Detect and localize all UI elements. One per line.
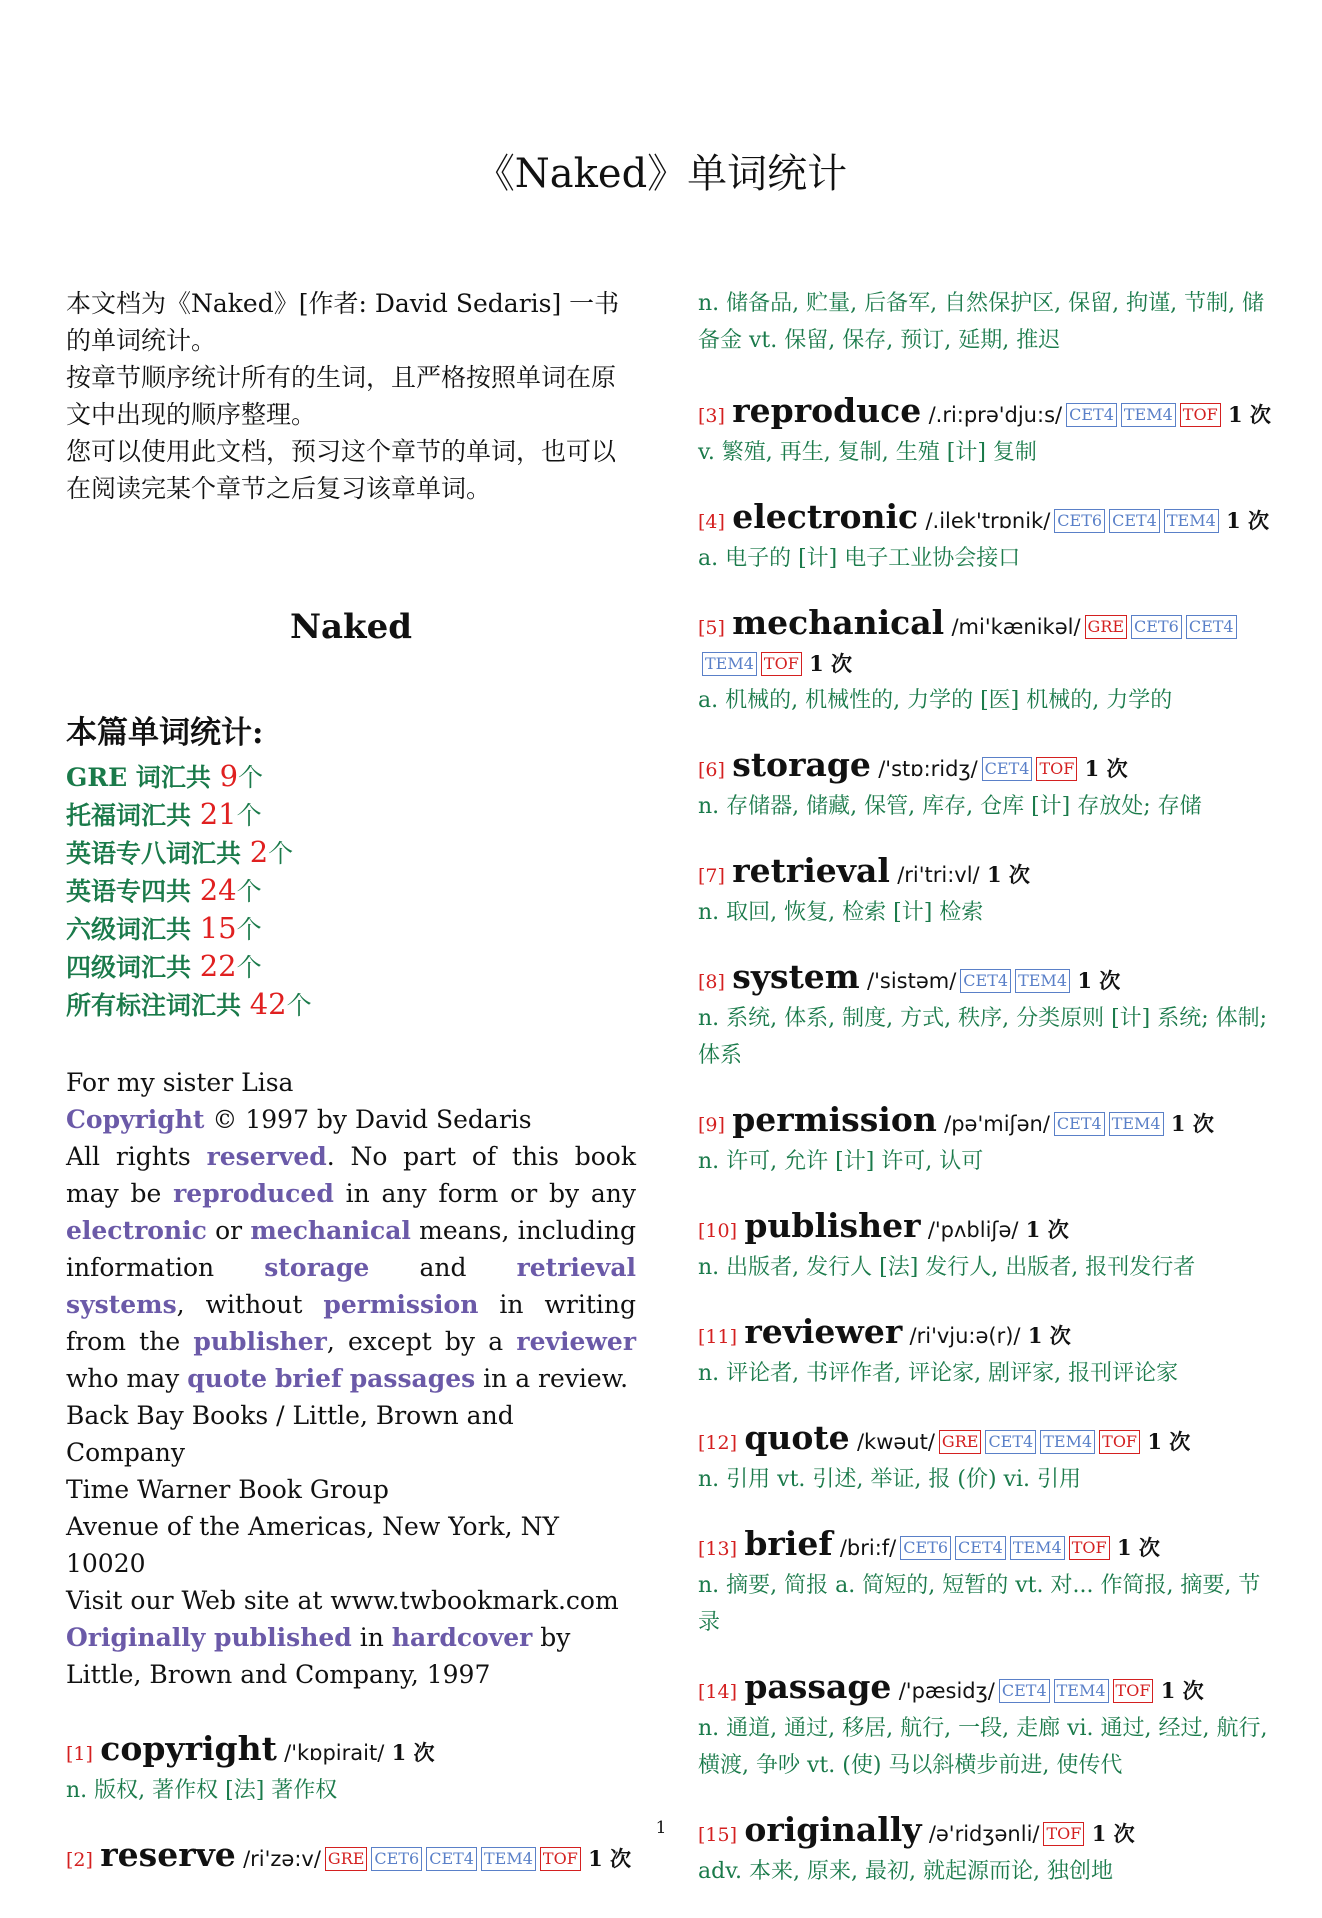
entry-phonetic: /'kɒpirait/ — [284, 1741, 385, 1765]
stat-count: 9 — [219, 759, 239, 793]
stat-label: 四级词汇共 — [66, 953, 200, 982]
entry-head — [698, 1526, 1273, 1567]
entry-count: 1 次 — [1147, 1429, 1191, 1454]
entry-phonetic: /mi'kænikəl/ — [951, 615, 1081, 639]
vocab-entry — [698, 393, 1273, 471]
vocab-entry — [698, 499, 1273, 577]
stat-label: 英语专八词汇共 — [66, 839, 250, 868]
entry-definition: n. 系统, 体系, 制度, 方式, 秩序, 分类原则 [计] 系统; 体制; 体系 — [698, 1006, 1268, 1068]
stat-unit: 个 — [286, 991, 312, 1020]
entry-definition: n. 引用 vt. 引述, 举证, 报 (价) vi. 引用 — [698, 1467, 1081, 1492]
entry-word: publisher — [744, 1206, 921, 1245]
exam-tag: CET4 — [999, 1679, 1050, 1703]
website-line: Visit our Web site at www.twbookmark.com — [66, 1586, 619, 1615]
rights-paragraph — [66, 1138, 636, 1397]
stat-unit: 个 — [236, 877, 262, 906]
entry-word: reserve — [100, 1835, 236, 1874]
entry-phonetic: /'pæsidʒ/ — [898, 1679, 995, 1703]
entry-count: 1 次 — [1160, 1678, 1204, 1703]
vocab-entry — [698, 747, 1273, 825]
intro-line: 按章节顺序统计所有的生词，且严格按照单词在原文中出现的顺序整理。 — [66, 363, 617, 429]
vocab-entry — [698, 959, 1273, 1074]
exam-tag: TEM4 — [1040, 1430, 1095, 1454]
exam-tag: CET4 — [1186, 615, 1237, 639]
entry-phonetic: /kwəut/ — [856, 1430, 935, 1454]
entry-word: electronic — [732, 497, 919, 536]
entry-phonetic: /.ilek'trɒnik/ — [925, 509, 1051, 533]
exam-tag: CET4 — [960, 969, 1011, 993]
entry-count: 1 次 — [986, 862, 1030, 887]
vocab-entries-right — [698, 393, 1273, 1890]
entry-phonetic: /'pʌbliʃə/ — [927, 1218, 1019, 1242]
vocab-entry — [66, 1731, 636, 1809]
entry-count: 1 次 — [1091, 1821, 1135, 1846]
entry-head — [66, 1731, 636, 1772]
exam-tag: CET4 — [1054, 1112, 1105, 1136]
stat-line-cet4 — [66, 948, 636, 986]
exam-tag: TEM4 — [1121, 403, 1176, 427]
entry-word: passage — [744, 1667, 892, 1706]
stat-line-gre — [66, 758, 636, 796]
stat-label: GRE 词汇共 — [66, 763, 220, 792]
entry-word: system — [732, 957, 860, 996]
text-span: in — [351, 1623, 392, 1652]
text-span: or — [206, 1216, 251, 1245]
exam-tag: TOF — [1043, 1822, 1084, 1846]
entry-index: [8] — [698, 971, 725, 993]
left-column — [66, 285, 636, 1878]
exam-tag: TOF — [1180, 403, 1221, 427]
entry-head — [698, 853, 1273, 894]
entry-index: [15] — [698, 1824, 738, 1846]
entry-head — [698, 393, 1273, 434]
entry-phonetic: /ri'zə:v/ — [243, 1847, 321, 1871]
highlighted-word: reviewer — [516, 1327, 637, 1356]
stat-count: 42 — [249, 987, 287, 1021]
document-title: 《Naked》单词统计 — [474, 151, 848, 197]
vocab-entry — [698, 605, 1273, 719]
vocab-entry — [698, 1208, 1273, 1286]
entry-definition: n. 取回, 恢复, 检索 [计] 检索 — [698, 900, 984, 925]
highlighted-word: passages — [349, 1364, 476, 1393]
highlighted-word: reproduced — [173, 1179, 334, 1208]
entry-phonetic: /'sistəm/ — [867, 969, 957, 993]
stat-count: 24 — [199, 873, 237, 907]
intro-line: 您可以使用此文档，预习这个章节的单词，也可以在阅读完某个章节之后复习该章单词。 — [66, 437, 617, 503]
entry-count: 1 次 — [809, 651, 853, 676]
entry-definition: n. 评论者, 书评作者, 评论家, 剧评家, 报刊评论家 — [698, 1361, 1179, 1386]
exam-tag: TOF — [1036, 757, 1077, 781]
entry-head — [698, 1208, 1273, 1249]
stat-unit: 个 — [236, 953, 262, 982]
entry-index: [2] — [66, 1849, 93, 1871]
entry-word: mechanical — [732, 603, 945, 642]
exam-tag: TOF — [540, 1847, 581, 1871]
stat-label: 英语专四共 — [66, 877, 200, 906]
exam-tag: TEM4 — [1109, 1112, 1164, 1136]
highlighted-word: systems — [66, 1290, 177, 1319]
stat-count: 15 — [199, 911, 237, 945]
stats-heading: 本篇单词统计: — [66, 715, 264, 751]
vocab-entries-left — [66, 1731, 636, 1878]
exam-tag: TOF — [761, 652, 802, 676]
vocab-entry — [698, 1102, 1273, 1180]
intro-line: 本文档为《Naked》[作者: David Sedaris] 一书的单词统计。 — [66, 289, 620, 355]
entry-definition: a. 机械的, 机械性的, 力学的 [医] 机械的, 力学的 — [698, 688, 1173, 713]
exam-tag: GRE — [1085, 615, 1128, 639]
exam-tag: TEM4 — [1010, 1536, 1065, 1560]
exam-tag: CET4 — [426, 1847, 477, 1871]
entry-word: brief — [744, 1524, 833, 1563]
entry-phonetic: /pə'miʃən/ — [944, 1112, 1050, 1136]
stats-section — [66, 707, 636, 1024]
exam-tag: TOF — [1099, 1430, 1140, 1454]
entry-count: 1 次 — [1226, 508, 1270, 533]
exam-tag: TEM4 — [1054, 1679, 1109, 1703]
publisher-group-line: Time Warner Book Group — [66, 1475, 389, 1504]
original-publication-line — [66, 1619, 636, 1693]
entry-definition: n. 存储器, 储藏, 保管, 库存, 仓库 [计] 存放处; 存储 — [698, 794, 1202, 819]
entry-word: reproduce — [732, 391, 922, 430]
text-span: and — [369, 1253, 517, 1282]
highlighted-word: brief — [274, 1364, 342, 1393]
highlighted-word: permission — [323, 1290, 479, 1319]
entry-head — [698, 605, 1273, 682]
entry-count: 1 次 — [588, 1846, 632, 1871]
stat-line-tem8 — [66, 834, 636, 872]
highlighted-word: reserved — [206, 1142, 327, 1171]
text-span: in writing from the — [66, 1290, 636, 1356]
entry-count: 1 次 — [1077, 968, 1121, 993]
stat-label: 六级词汇共 — [66, 915, 200, 944]
exam-tag: CET4 — [982, 757, 1033, 781]
text-span: in any form or by any — [333, 1179, 636, 1208]
entry-definition: a. 电子的 [计] 电子工业协会接口 — [698, 546, 1021, 571]
exam-tag: GRE — [939, 1430, 982, 1454]
entry-index: [4] — [698, 511, 725, 533]
entry-word: copyright — [100, 1729, 277, 1768]
stat-count: 2 — [249, 835, 269, 869]
stat-unit: 个 — [236, 915, 262, 944]
highlighted-word: Originally published — [66, 1623, 352, 1652]
highlighted-word: Copyright — [66, 1105, 205, 1134]
exam-tag: CET6 — [1054, 509, 1105, 533]
copyright-line — [66, 1101, 636, 1138]
entry-index: [14] — [698, 1681, 738, 1703]
entry-count: 1 次 — [1084, 756, 1128, 781]
exam-tag: TOF — [1113, 1679, 1154, 1703]
entry-count: 1 次 — [391, 1740, 435, 1765]
entry-index: [11] — [698, 1326, 738, 1348]
entry-count: 1 次 — [1228, 402, 1271, 427]
stat-label: 托福词汇共 — [66, 801, 200, 830]
stat-line-cet6 — [66, 910, 636, 948]
entry-word: permission — [732, 1100, 937, 1139]
entry-count: 1 次 — [1027, 1323, 1071, 1348]
entry-index: [1] — [66, 1743, 93, 1765]
entry-phonetic: /'stɒ:ridʒ/ — [878, 757, 978, 781]
entry-phonetic: /.ri:prə'dju:s/ — [928, 403, 1063, 427]
highlighted-word: retrieval — [516, 1253, 637, 1282]
exam-tag: CET4 — [985, 1430, 1036, 1454]
highlighted-word: publisher — [193, 1327, 327, 1356]
entry-phonetic: /ri'vju:ə(r)/ — [909, 1324, 1021, 1348]
stat-unit: 个 — [236, 801, 262, 830]
stat-label: 所有标注词汇共 — [66, 991, 250, 1020]
entry-head — [698, 747, 1273, 788]
exam-tag: TEM4 — [1015, 969, 1070, 993]
entry-word: reviewer — [744, 1312, 903, 1351]
stat-count: 22 — [199, 949, 237, 983]
text-span: , without — [176, 1290, 324, 1319]
stat-unit: 个 — [268, 839, 294, 868]
text-span: in a review. — [475, 1364, 629, 1393]
entry-head — [698, 1420, 1273, 1461]
exam-tag: CET4 — [955, 1536, 1006, 1560]
entry-count: 1 次 — [1170, 1111, 1214, 1136]
book-title: Naked — [289, 607, 413, 647]
entry-head — [698, 959, 1273, 1000]
vocab-entry — [698, 1669, 1273, 1784]
exam-tag: GRE — [325, 1847, 368, 1871]
highlighted-word: electronic — [66, 1216, 207, 1245]
dedication: For my sister Lisa — [66, 1068, 294, 1097]
exam-tag: TEM4 — [702, 652, 757, 676]
publisher-line: Back Bay Books / Little, Brown and Company — [66, 1401, 514, 1467]
address-line: Avenue of the Americas, New York, NY 10020 — [66, 1512, 559, 1578]
entry-definition: n. 出版者, 发行人 [法] 发行人, 出版者, 报刊发行者 — [698, 1255, 1196, 1280]
entry-index: [7] — [698, 865, 725, 887]
entry-definition: n. 许可, 允许 [计] 许可, 认可 — [698, 1149, 984, 1174]
book-text — [66, 1064, 636, 1693]
exam-tag: TEM4 — [1164, 509, 1219, 533]
entry-head — [66, 1837, 636, 1878]
text-span: © 1997 by David Sedaris — [204, 1105, 532, 1134]
entry-definition: v. 繁殖, 再生, 复制, 生殖 [计] 复制 — [698, 440, 1037, 465]
entry-phonetic: /bri:f/ — [839, 1536, 897, 1560]
highlighted-word: mechanical — [250, 1216, 411, 1245]
entry-index: [5] — [698, 617, 725, 639]
entry-word: originally — [744, 1810, 922, 1849]
entry-word: quote — [744, 1418, 850, 1457]
entry-head — [698, 1102, 1273, 1143]
entry-count: 1 次 — [1116, 1535, 1160, 1560]
entry-definition: n. 通道, 通过, 移居, 航行, 一段, 走廊 vi. 通过, 经过, 航行, 横渡, 争吵 vt. (使) 马以斜横步前进, 使传代 — [698, 1716, 1268, 1778]
exam-tag: TEM4 — [481, 1847, 536, 1871]
text-span: , except by a — [326, 1327, 517, 1356]
entry-definition: n. 版权, 著作权 [法] 著作权 — [66, 1778, 338, 1803]
right-column — [698, 285, 1273, 1918]
text-span: means, including information — [66, 1216, 636, 1282]
vocab-entry — [698, 853, 1273, 931]
text-span: who may — [66, 1364, 188, 1393]
vocab-entry — [698, 1420, 1273, 1498]
entry-head — [698, 1314, 1273, 1355]
exam-tag: TOF — [1069, 1536, 1110, 1560]
reserve-definition-continued: n. 储备品, 贮量, 后备军, 自然保护区, 保留, 拘谨, 节制, 储备金 vt. 保留, 保存, 预订, 延期, 推迟 — [698, 291, 1265, 353]
highlighted-word: storage — [264, 1253, 370, 1282]
page-number: 1 — [655, 1818, 667, 1838]
entry-definition: n. 摘要, 简报 a. 简短的, 短暂的 vt. 对... 作简报, 摘要, 节录 — [698, 1573, 1261, 1635]
entry-index: [13] — [698, 1538, 738, 1560]
highlighted-word: quote — [187, 1364, 267, 1393]
entry-index: [9] — [698, 1114, 725, 1136]
entry-index: [3] — [698, 405, 725, 427]
exam-tag: CET4 — [1109, 509, 1160, 533]
text-span: All rights — [66, 1142, 207, 1171]
text-span: by Little, Brown and Company, 1997 — [66, 1623, 571, 1689]
stat-line-toefl — [66, 796, 636, 834]
entry-count: 1 次 — [1025, 1217, 1069, 1242]
exam-tag: CET4 — [1066, 403, 1117, 427]
stat-count: 21 — [199, 797, 237, 831]
entry-index: [12] — [698, 1432, 738, 1454]
exam-tag: CET6 — [1131, 615, 1182, 639]
stat-line-tem4 — [66, 872, 636, 910]
entry-definition: adv. 本来, 原来, 最初, 就起源而论, 独创地 — [698, 1859, 1113, 1884]
vocab-entry — [698, 1314, 1273, 1392]
vocab-entry — [66, 1837, 636, 1878]
exam-tag: CET6 — [900, 1536, 951, 1560]
stat-line-all — [66, 986, 636, 1024]
entry-index: [6] — [698, 759, 725, 781]
text-span: . No part of this book may be — [66, 1142, 636, 1208]
entry-word: retrieval — [732, 851, 890, 890]
highlighted-word: hardcover — [391, 1623, 533, 1652]
entry-phonetic: /ə'ridʒənli/ — [928, 1822, 1040, 1846]
entry-head — [698, 499, 1273, 540]
intro-section — [66, 285, 636, 507]
stat-unit: 个 — [238, 763, 264, 792]
entry-phonetic: /ri'tri:vl/ — [897, 863, 980, 887]
vocab-entry — [698, 1526, 1273, 1641]
entry-index: [10] — [698, 1220, 738, 1242]
exam-tag: CET6 — [371, 1847, 422, 1871]
entry-word: storage — [732, 745, 871, 784]
entry-head — [698, 1669, 1273, 1710]
